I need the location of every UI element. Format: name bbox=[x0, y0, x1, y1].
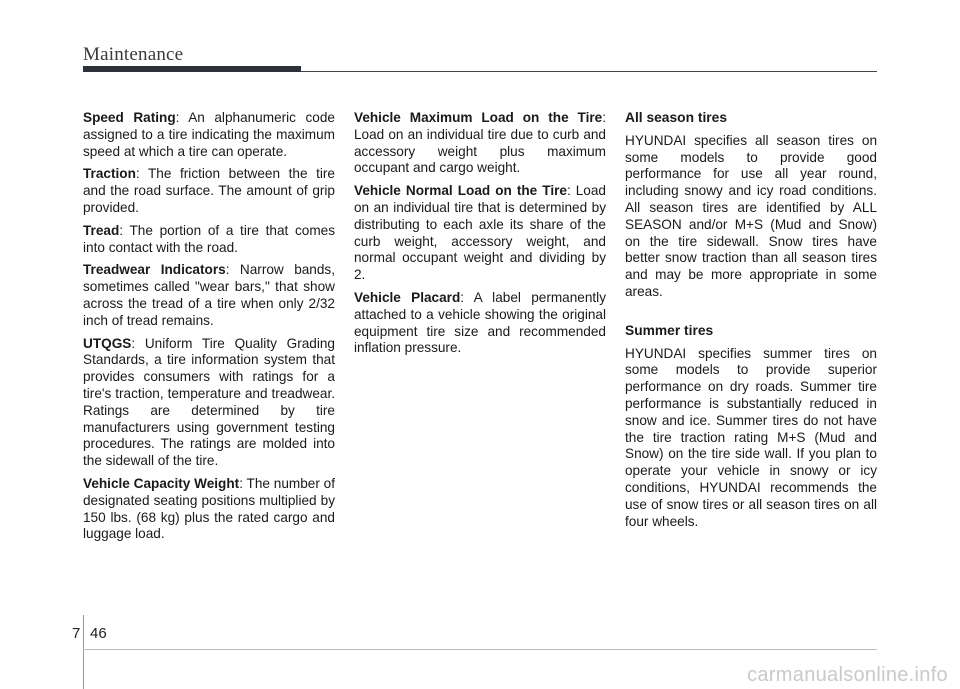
definition-vehicle-placard bbox=[354, 290, 606, 357]
page-number: 46 bbox=[90, 625, 107, 642]
definition-treadwear-indicators bbox=[83, 262, 335, 329]
summer-heading: Summer tires bbox=[625, 322, 714, 338]
column-1 bbox=[83, 110, 335, 549]
definition-term: Vehicle Capacity Weight bbox=[83, 475, 240, 491]
definition-term: Speed Rating bbox=[83, 110, 176, 125]
definition-traction bbox=[83, 166, 335, 216]
header-rule bbox=[301, 71, 877, 72]
definition-vehicle-maximum-load bbox=[354, 110, 606, 177]
chapter-number: 7 bbox=[72, 625, 81, 642]
footer-divider-vertical bbox=[83, 615, 84, 689]
definition-tread bbox=[83, 223, 335, 257]
definition-term: UTQGS bbox=[83, 335, 132, 351]
all-season-body: HYUNDAI specifies all season tires on some models to provide good performance for use all year round, including snowy and icy road conditions. All season tires are identified by ALL SEASON and/or M+S (Mud and Snow) on the tire sidewall. Snow tires have better snow traction than all season tires and may be more appropriate in some areas. bbox=[625, 132, 877, 299]
summer-body: HYUNDAI specifies summer tires on some models to provide superior performance on dry roads. Summer tire performance is substantially reduced in snow and ice. Summer tires do not have the tire traction rating M+S (Mud and Snow) on the tire side wall. If you plan to operate your vehicle in snowy or icy conditions, HYUNDAI recommends the use of snow tires or all season tires on all four wheels. bbox=[625, 345, 877, 529]
definition-text: : An alphanumeric code assigned to a tire indicating the maximum speed at which a tire can operate. bbox=[83, 110, 335, 159]
definition-text: : Uniform Tire Quality Grading Standards, a tire information system that provides consumers with ratings for a tire's traction, temperature and treadwear. Ratings are determined by tire manufacturers using government testing procedures. The ratings are molded into the sidewall of the tire. bbox=[83, 335, 335, 469]
definition-term: Traction bbox=[83, 166, 136, 182]
definition-speed-rating bbox=[83, 110, 335, 160]
definition-text: : Load on an individual tire that is determined by distributing to each axle its share of the curb weight, accessory weight, and normal occupant weight and dividing by 2. bbox=[354, 183, 606, 283]
definition-text: : A label permanently attached to a vehicle showing the original equipment tire size and recommended inflation pressure. bbox=[354, 289, 607, 356]
definition-vehicle-capacity-weight bbox=[83, 476, 335, 543]
definition-text: : Narrow bands, sometimes called "wear bars," that show across the tread of a tire when only 2/32 inch of tread remains. bbox=[83, 262, 336, 328]
definition-term: Vehicle Placard bbox=[354, 289, 461, 305]
column-3 bbox=[625, 110, 877, 536]
column-2 bbox=[354, 110, 606, 363]
definition-term: Vehicle Normal Load on the Tire bbox=[354, 183, 567, 199]
definition-text: : The number of designated seating positions multiplied by 150 lbs. (68 kg) plus the rated cargo and luggage load. bbox=[83, 475, 335, 542]
all-season-heading: All season tires bbox=[625, 110, 727, 125]
definition-text: : Load on an individual tire due to curb and accessory weight plus maximum occupant and cargo weight. bbox=[354, 110, 606, 176]
definition-term: Vehicle Maximum Load on the Tire bbox=[354, 110, 603, 125]
definition-term: Treadwear Indicators bbox=[83, 262, 226, 278]
header-accent-bar bbox=[83, 66, 301, 72]
page-title: Maintenance bbox=[83, 44, 184, 65]
definition-text: : The friction between the tire and the road surface. The amount of grip provided. bbox=[83, 166, 335, 215]
watermark: carmanualsonline.info bbox=[747, 664, 948, 686]
definition-utqgs bbox=[83, 336, 335, 470]
footer-divider-horizontal bbox=[83, 649, 877, 650]
definition-term: Tread bbox=[83, 222, 120, 238]
definition-text: : The portion of a tire that comes into contact with the road. bbox=[83, 222, 335, 255]
definition-vehicle-normal-load bbox=[354, 183, 606, 284]
